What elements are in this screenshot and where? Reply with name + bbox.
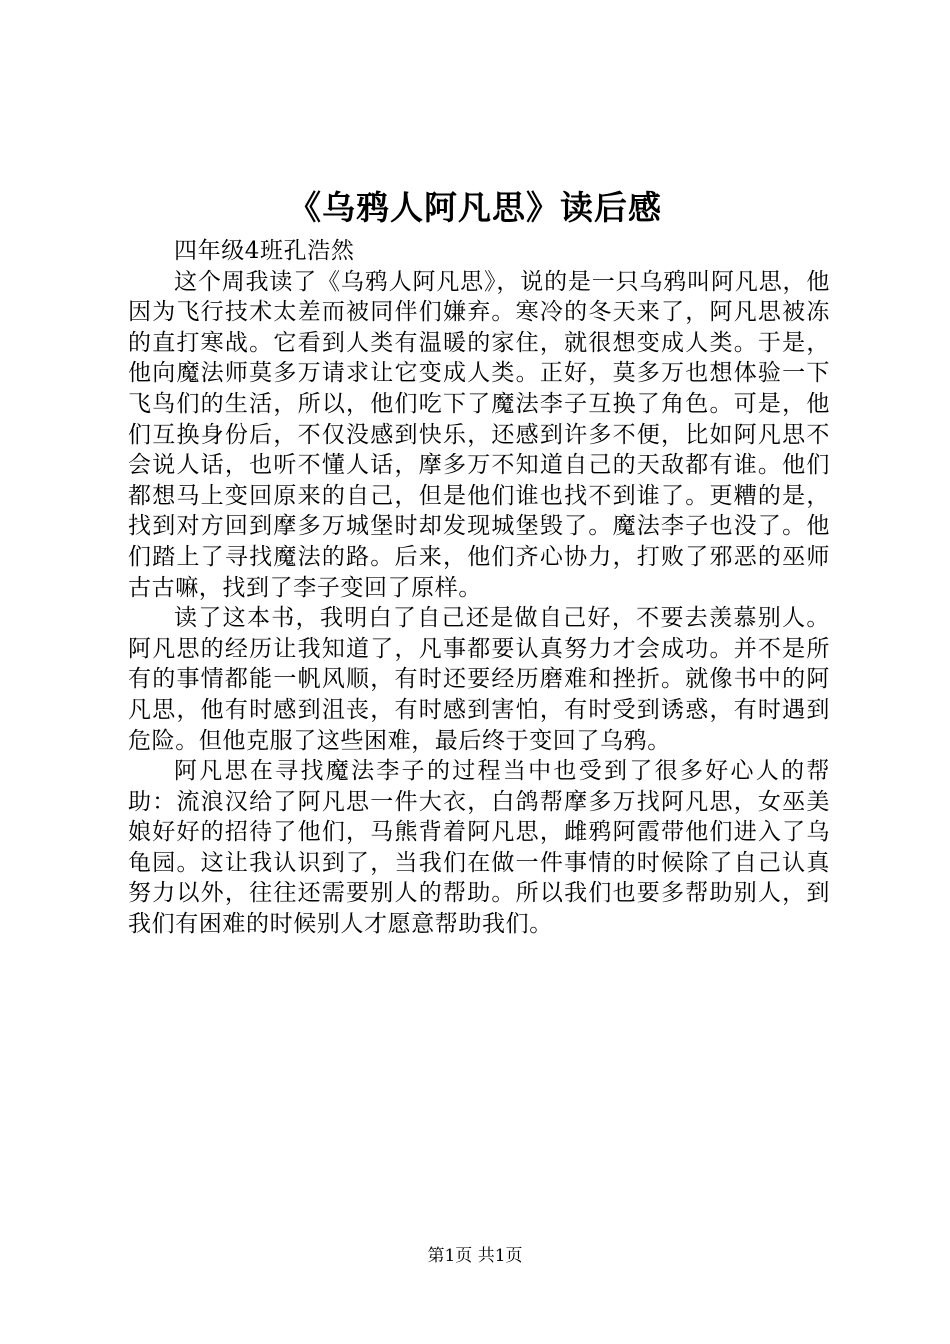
document-body (128, 236, 830, 940)
paragraph-help: 阿凡思在寻找魔法李子的过程当中也受到了很多好心人的帮助：流浪汉给了阿凡思一件大衣，白鸽帮摩多万找阿凡思，女巫美娘好好的招待了他们，马熊背着阿凡思，雌鸦阿霞带他们进入了乌龟园。这让我认识到了，当我们在做一件事情的时候除了自己认真努力以外，往往还需要别人的帮助。所以我们也要多帮助别人，到我们有困难的时候别人才愿意帮助我们。 (128, 758, 830, 938)
document-title: 《乌鸦人阿凡思》读后感 (288, 188, 662, 227)
paragraph-summary: 这个周我读了《乌鸦人阿凡思》，说的是一只乌鸦叫阿凡思，他因为飞行技术太差而被同伴们嫌弃。寒冷的冬天来了，阿凡思被冻的直打寒战。它看到人类有温暖的家住，就很想变成人类。于是，他向魔法师莫多万请求让它变成人类。正好，莫多万也想体验一下飞鸟们的生活，所以，他们吃下了魔法李子互换了角色。可是，他们互换身份后，不仅没感到快乐，还感到许多不便，比如阿凡思不会说人话，也听不懂人话，摩多万不知道自己的天敌都有谁。他们都想马上变回原来的自己，但是他们谁也找不到谁了。更糟的是，找到对方回到摩多万城堡时却发现城堡毁了。魔法李子也没了。他们踏上了寻找魔法的路。后来，他们齐心协力，打败了邪恶的巫师古古嘛，找到了李子变回了原样。 (128, 268, 830, 601)
paragraph-reflection: 读了这本书，我明白了自己还是做自己好，不要去羡慕别人。阿凡思的经历让我知道了，凡事都要认真努力才会成功。并不是所有的事情都能一帆风顺，有时还要经历磨难和挫折。就像书中的阿凡思，他有时感到沮丧，有时感到害怕，有时受到诱惑，有时遇到危险。但他克服了这些困难，最后终于变回了乌鸦。 (128, 605, 830, 754)
author-line: 四年级4班孔浩然 (174, 238, 355, 264)
page-footer: 第1页 共1页 (427, 1246, 523, 1266)
